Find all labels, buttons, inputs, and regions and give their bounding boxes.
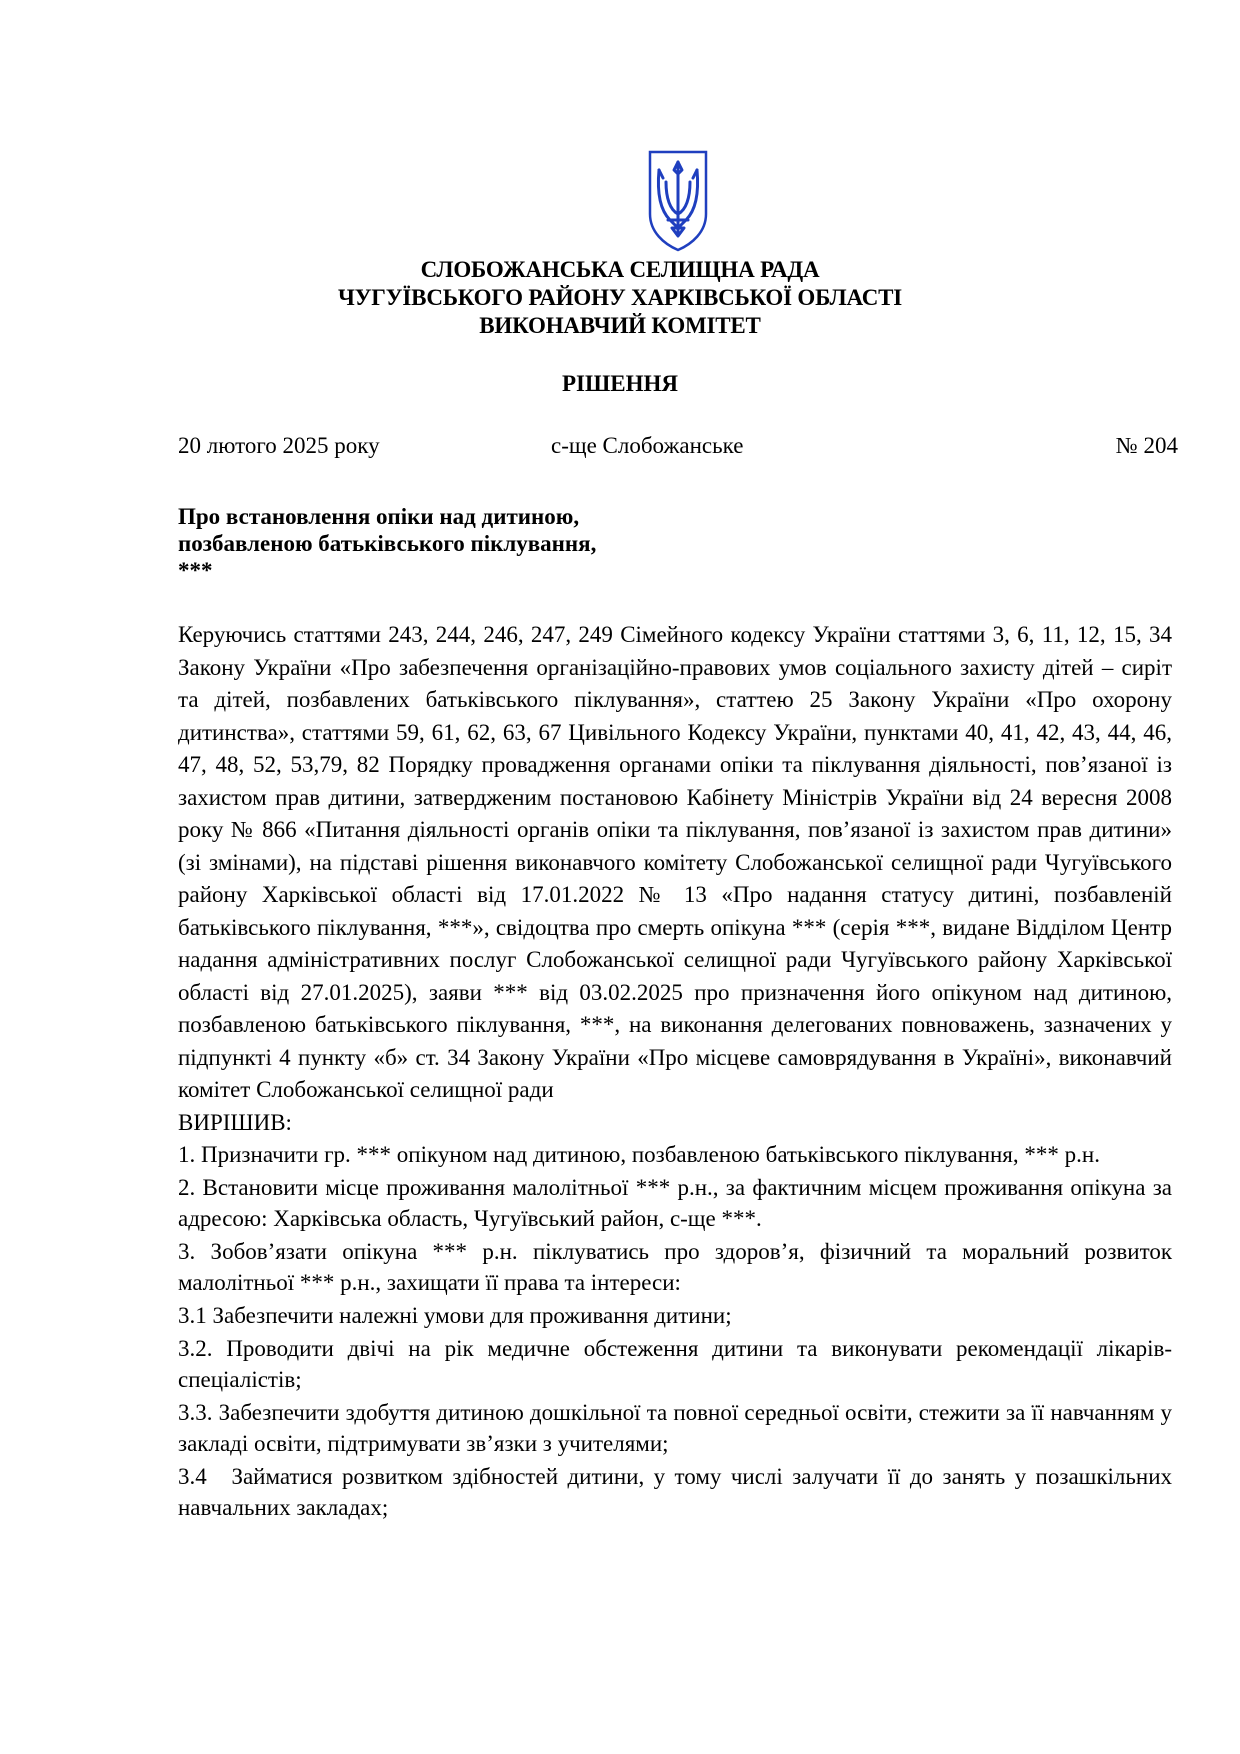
item-text: Призначити гр. *** опікуном над дитиною, позбавленою батьківського піклування, *** р.н.	[201, 1141, 1100, 1167]
decision-subject	[178, 503, 778, 584]
decision-meta-row	[178, 432, 1178, 462]
item-text: Забезпечити здобуття дитиною дошкільної та повної середньої освіти, стежити за її навчанням у закладі освіти, підтримувати зв’язки з учителями;	[178, 1399, 1173, 1456]
item-text: Проводити двічі на рік медичне обстеження дитини та виконувати рекомендації лікарів-спеціалістів;	[178, 1335, 1172, 1392]
subject-line-2: позбавленою батьківського піклування,	[178, 531, 597, 556]
trident-coat-of-arms-icon	[646, 148, 710, 252]
item-number: 3.1	[178, 1302, 207, 1328]
header-line-committee: ВИКОНАВЧИЙ КОМІТЕТ	[479, 313, 761, 338]
preamble-paragraph: Керуючись статтями 243, 244, 246, 247, 249 Сімейного кодексу України статтями 3, 6, 11, 12, 15, 34 Закону України «Про забезпечення організаційно-правових умов соціального захисту дітей – сиріт та дітей, позбавлених батьківського піклування», статтею 25 Закону України «Про охорону дитинства», статтями 59, 61, 62, 63, 67 Цивільного Кодексу України, пунктами 40, 41, 42, 43, 44, 46, 47, 48, 52, 53,79, 82 Порядку провадження органами опіки та піклування діяльності, пов’язаної із захистом прав дитини, затвердженим постановою Кабінету Міністрів України від 24 вересня 2008 року № 866 «Питання діяльності органів опіки та піклування, пов’язаної із захистом прав дитини» (зі змінами), на підставі рішення виконавчого комітету Слобожанської селищної ради Чугуївського району Харківської області від 17.01.2022 № 13 «Про надання статусу дитині, позбавленій батьківського піклування, ***», свідоцтва про смерть опікуна *** (серія ***, видане Відділом Центр надання адміністративних послуг Слобожанської селищної ради Чугуївського району Харківської області від 27.01.2025), заяви *** від 03.02.2025 про призначення його опікуном над дитиною, позбавленою батьківського піклування, ***, на виконання делегованих повноважень, зазначених у підпункті 4 пункту «б» ст. 34 Закону України «Про місцеве самоврядування в Україні», виконавчий комітет Слобожанської селищної ради	[178, 622, 1172, 1102]
subject-line-3: ***	[178, 558, 213, 583]
resolve-heading: ВИРІШИВ:	[178, 1109, 292, 1135]
item-text: Зобов’язати опікуна *** р.н. піклуватись про здоров’я, фізичний та моральний розвиток малолітньої *** р.н., захищати її права та інтереси:	[178, 1238, 1173, 1295]
item-number: 2.	[178, 1174, 196, 1200]
decision-item	[178, 1397, 1172, 1459]
item-text: Встановити місце проживання малолітньої *** р.н., за фактичним місцем проживання опікуна за адресою: Харківська область, Чугуївський район, с-ще ***.	[178, 1174, 1173, 1231]
decision-item	[178, 1333, 1172, 1395]
subject-line-1: Про встановлення опіки над дитиною,	[178, 504, 580, 529]
header-line-council: СЛОБОЖАНСЬКА СЕЛИЩНА РАДА	[420, 257, 820, 282]
decision-item	[178, 1300, 1172, 1331]
item-number: 3.2.	[178, 1335, 213, 1361]
decision-item	[178, 1172, 1172, 1234]
council-header	[0, 256, 1240, 340]
document-type-title: РІШЕННЯ	[562, 371, 678, 396]
decision-item	[178, 1236, 1172, 1298]
item-text: Забезпечити належні умови для проживання дитини;	[212, 1302, 732, 1328]
item-number: 3.3.	[178, 1399, 213, 1425]
decision-place: с-ще Слобожанське	[551, 433, 744, 458]
item-text: Займатися розвитком здібностей дитини, у тому числі залучати її до занять у позашкільних навчальних закладах;	[178, 1463, 1173, 1520]
item-number: 3.4	[178, 1463, 207, 1489]
header-line-district: ЧУГУЇВСЬКОГО РАЙОНУ ХАРКІВСЬКОЇ ОБЛАСТІ	[337, 285, 903, 310]
decision-body	[178, 619, 1172, 1525]
decision-date: 20 лютого 2025 року	[178, 433, 380, 458]
decision-item	[178, 1461, 1172, 1523]
item-number: 3.	[178, 1238, 196, 1264]
decision-item	[178, 1139, 1172, 1170]
decision-number: № 204	[1115, 433, 1178, 458]
item-number: 1.	[178, 1141, 196, 1167]
